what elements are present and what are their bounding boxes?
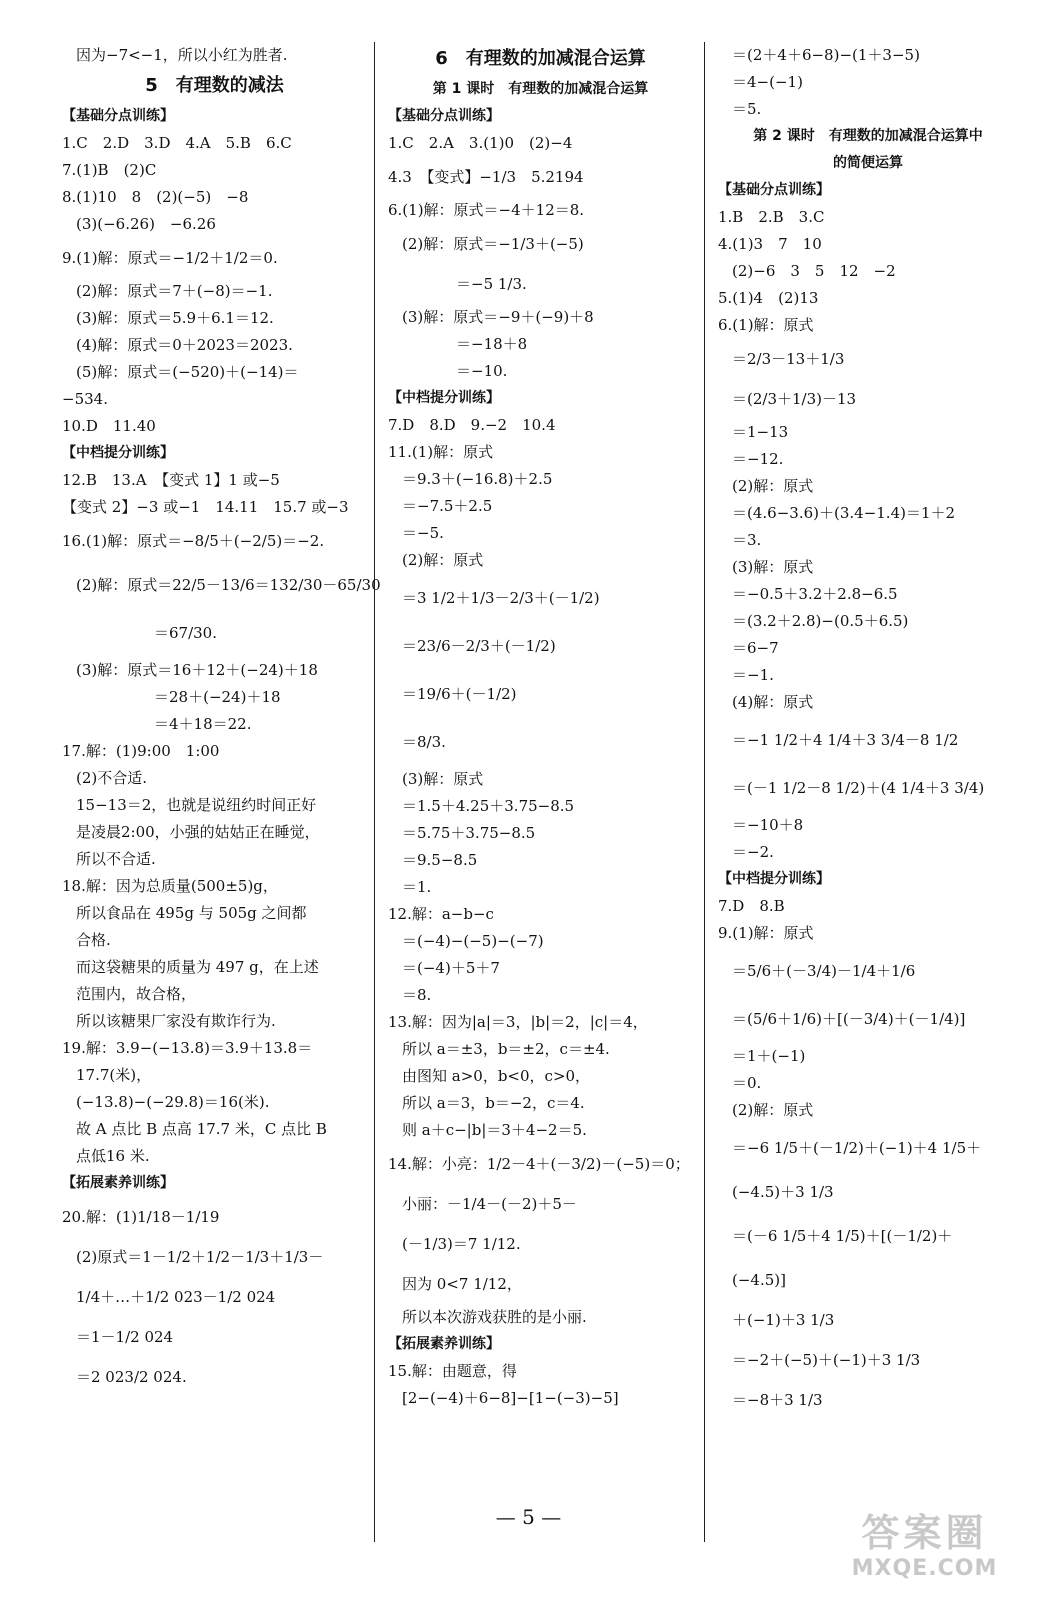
- answer-line: (3)(−6.26) −6.26: [76, 215, 216, 233]
- section-heading: 【中档提分训练】: [388, 390, 500, 406]
- answer-line: 10.D 11.40: [62, 417, 156, 435]
- answer-line: ＝−10＋8: [732, 816, 804, 834]
- answer-line: 7.D 8.D 9.−2 10.4: [388, 416, 556, 434]
- answer-line: 所以本次游戏获胜的是小丽.: [402, 1308, 587, 1326]
- answer-line: ＝−1.: [732, 666, 774, 684]
- answer-line: (4)解：原式＝0＋2023＝2023.: [76, 336, 293, 354]
- answer-line: 所以 a＝±3，b＝±2，c＝±4.: [402, 1040, 610, 1058]
- answer-line: (2)解：原式: [732, 1101, 814, 1119]
- answer-line: ＝−2.: [732, 843, 774, 861]
- section-heading: 【拓展素养训练】: [62, 1175, 174, 1191]
- column-3: [718, 42, 1018, 1420]
- answer-line: (−4.5)＋3 1/3: [732, 1183, 834, 1201]
- answer-line: ＝−0.5＋3.2＋2.8−6.5: [732, 585, 898, 603]
- answer-line: ＝4−(−1): [732, 73, 803, 91]
- answer-line: 由图知 a>0，b<0，c>0，: [402, 1067, 591, 1085]
- answer-line: ＝−5 1/3.: [456, 275, 527, 293]
- answer-line: 9.(1)解：原式＝−1/2＋1/2＝0.: [62, 249, 278, 267]
- answer-line: 15.解：由题意，得: [388, 1362, 517, 1380]
- answer-line: 15−13＝2，也就是说纽约时间正好: [76, 796, 317, 814]
- answer-line: ＝(5/6＋1/6)＋[(－3/4)＋(－1/4)]: [732, 1010, 966, 1028]
- column-divider-1: [374, 42, 375, 1542]
- answer-line: ＝(−4)−(−5)−(−7): [402, 932, 544, 950]
- answer-line: 16.(1)解：原式＝−8/5＋(−2/5)＝−2.: [62, 532, 325, 550]
- answer-line: 12.解：a−b−c: [388, 905, 494, 923]
- column-1: [62, 42, 381, 1397]
- column-divider-2: [704, 42, 705, 1542]
- answer-line: ＝3.: [732, 531, 762, 549]
- answer-line: 9.(1)解：原式: [718, 924, 814, 942]
- answer-line: 19.解：3.9−(−13.8)＝3.9＋13.8＝: [62, 1039, 313, 1057]
- answer-line: 4.(1)3 7 10: [718, 235, 822, 253]
- answer-line: 小丽：－1/4－(－2)＋5－: [402, 1195, 577, 1213]
- answer-line: (2)解：原式: [402, 551, 484, 569]
- answer-line: ＝19/6＋(－1/2): [402, 685, 517, 703]
- answer-line: ＝1－1/2 024: [76, 1328, 174, 1346]
- answer-line: (2)不合适.: [76, 769, 148, 787]
- answer-line: (2)解：原式＝22/5－13/6＝132/30－65/30: [76, 576, 381, 594]
- answer-line: 范围内，故合格，: [76, 985, 197, 1003]
- answer-line: ＝1.5＋4.25＋3.75−8.5: [402, 797, 575, 815]
- answer-line: (−4.5)]: [732, 1271, 786, 1289]
- column-2: [388, 42, 693, 1412]
- answer-line: ＝−18＋8: [456, 335, 528, 353]
- answer-line: 1/4＋…＋1/2 023－1/2 024: [76, 1288, 276, 1306]
- section-heading: 【中档提分训练】: [718, 871, 830, 887]
- answer-line: (−13.8)−(−29.8)＝16(米).: [76, 1093, 270, 1111]
- watermark-logo: [822, 1510, 1027, 1590]
- answer-line: ＝5/6＋(－3/4)－1/4＋1/6: [732, 962, 916, 980]
- answer-line: 7.(1)B (2)C: [62, 161, 157, 179]
- section-heading: 【基础分点训练】: [718, 182, 830, 198]
- answer-line: 4.3 【变式】−1/3 5.2194: [388, 168, 584, 186]
- answer-line: ＝67/30.: [154, 624, 217, 642]
- answer-line: ＝28＋(−24)＋18: [154, 688, 281, 706]
- answer-line: ＝−8＋3 1/3: [732, 1391, 823, 1409]
- answer-line: 【变式 2】−3 或−1 14.11 15.7 或−3: [62, 498, 349, 516]
- answer-line: (3)解：原式＝16＋12＋(−24)＋18: [76, 661, 318, 679]
- answer-line: 故 A 点比 B 点高 17.7 米，C 点比 B: [76, 1120, 327, 1138]
- answer-line: (2)−6 3 5 12 −2: [732, 262, 896, 280]
- answer-line: 所以食品在 495g 与 505g 之间都: [76, 904, 307, 922]
- section-heading: 【基础分点训练】: [388, 108, 500, 124]
- answer-line: ＝9.5−8.5: [402, 851, 478, 869]
- answer-line: ＝(4.6−3.6)＋(3.4−1.4)＝1＋2: [732, 504, 956, 522]
- answer-line: 5.(1)4 (2)13: [718, 289, 819, 307]
- answer-line: (5)解：原式＝(−520)＋(−14)＝: [76, 363, 299, 381]
- answer-line: 1.C 2.D 3.D 4.A 5.B 6.C: [62, 134, 292, 152]
- answer-line: ＝23/6－2/3＋(－1/2): [402, 637, 556, 655]
- answer-line: ＝−6 1/5＋(－1/2)＋(−1)＋4 1/5＋: [732, 1139, 982, 1157]
- answer-line: 7.D 8.B: [718, 897, 785, 915]
- answer-line: 而这袋糖果的质量为 497 g，在上述: [76, 958, 319, 976]
- answer-line: [2−(−4)＋6−8]−[1−(−3)−5]: [402, 1389, 619, 1407]
- answer-line: 6.(1)解：原式: [718, 316, 814, 334]
- answer-line: ＝1.: [402, 878, 432, 896]
- answer-line: ＋(−1)＋3 1/3: [732, 1311, 835, 1329]
- answer-line: ＝−10.: [456, 362, 508, 380]
- answer-line: (3)解：原式＝5.9＋6.1＝12.: [76, 309, 274, 327]
- answer-line: ＝8/3.: [402, 733, 446, 751]
- answer-line: 6.(1)解：原式＝−4＋12＝8.: [388, 201, 585, 219]
- answer-line: ＝2 023/2 024.: [76, 1368, 187, 1386]
- answer-line: 所以 a＝3，b＝−2，c＝4.: [402, 1094, 585, 1112]
- answer-line: ＝(2＋4＋6−8)−(1＋3−5): [732, 46, 920, 64]
- answer-line: 合格.: [76, 931, 111, 949]
- answer-line: ＝(2/3＋1/3)－13: [732, 390, 857, 408]
- answer-line: ＝3 1/2＋1/3－2/3＋(－1/2): [402, 589, 600, 607]
- answer-line: (3)解：原式＝−9＋(−9)＋8: [402, 308, 594, 326]
- answer-line: ＝0.: [732, 1074, 762, 1092]
- section-title: 6 有理数的加减混合运算: [435, 48, 646, 69]
- answer-line: ＝(－6 1/5＋4 1/5)＋[(－1/2)＋: [732, 1227, 953, 1245]
- answer-line: 8.(1)10 8 (2)(−5) −8: [62, 188, 249, 206]
- section-heading: 【拓展素养训练】: [388, 1336, 500, 1352]
- answer-line: 12.B 13.A 【变式 1】1 或−5: [62, 471, 280, 489]
- answer-line: (3)解：原式: [402, 770, 484, 788]
- answer-line: (2)解：原式: [732, 477, 814, 495]
- section-heading: 【中档提分训练】: [62, 445, 174, 461]
- text-line: 因为−7<−1，所以小红为胜者.: [76, 46, 288, 64]
- answer-line: 是凌晨2:00，小强的姑姑正在睡觉，: [76, 823, 320, 841]
- answer-line: ＝5.: [732, 100, 762, 118]
- answer-line: (2)解：原式＝−1/3＋(−5): [402, 235, 584, 253]
- answer-line: (－1/3)＝7 1/12.: [402, 1235, 521, 1253]
- answer-line: ＝(－1 1/2－8 1/2)＋(4 1/4＋3 3/4): [732, 779, 985, 797]
- section-title: 5 有理数的减法: [145, 75, 284, 96]
- answer-line: 因为 0<7 1/12，: [402, 1275, 522, 1293]
- answer-line: 17.解：(1)9:00 1:00: [62, 742, 220, 760]
- answer-line: ＝1−13: [732, 423, 789, 441]
- answer-line: ＝−2＋(−5)＋(−1)＋3 1/3: [732, 1351, 921, 1369]
- section-heading: 【基础分点训练】: [62, 108, 174, 124]
- answer-line: ＝4＋18＝22.: [154, 715, 252, 733]
- answer-line: 则 a＋c−|b|＝3＋4−2＝5.: [402, 1121, 587, 1139]
- answer-line: ＝−5.: [402, 524, 444, 542]
- answer-line: −534.: [62, 390, 108, 408]
- answer-line: ＝−1 1/2＋4 1/4＋3 3/4－8 1/2: [732, 731, 959, 749]
- answer-line: 1.B 2.B 3.C: [718, 208, 825, 226]
- answer-line: ＝−12.: [732, 450, 784, 468]
- answer-line: (2)解：原式＝7＋(−8)＝−1.: [76, 282, 273, 300]
- answer-line: 点低16 米.: [76, 1147, 150, 1165]
- answer-line: (3)解：原式: [732, 558, 814, 576]
- lesson-title: 第 1 课时 有理数的加减混合运算: [432, 81, 649, 97]
- answer-line: 20.解：(1)1/18－1/19: [62, 1208, 220, 1226]
- answer-line: 14.解：小亮：1/2－4＋(－3/2)－(−5)＝0；: [388, 1155, 690, 1173]
- answer-line: ＝1＋(−1): [732, 1047, 806, 1065]
- answer-line: ＝9.3＋(−16.8)＋2.5: [402, 470, 553, 488]
- answer-line: 所以该糖果厂家没有欺诈行为.: [76, 1012, 276, 1030]
- lesson-title: 第 2 课时 有理数的加减混合运算中: [753, 128, 983, 144]
- answer-line: ＝(3.2＋2.8)−(0.5＋6.5): [732, 612, 909, 630]
- lesson-title: 的简便运算: [833, 155, 903, 171]
- answer-line: ＝6−7: [732, 639, 779, 657]
- answer-line: 17.7(米)，: [76, 1066, 152, 1084]
- answer-line: (2)原式＝1－1/2＋1/2－1/3＋1/3－: [76, 1248, 324, 1266]
- answer-line: 13.解：因为|a|＝3，|b|＝2，|c|＝4，: [388, 1013, 648, 1031]
- page-number: — 5 —: [495, 1505, 562, 1529]
- watermark-bottom: MXQE.COM: [851, 1556, 998, 1581]
- answer-line: ＝(−4)＋5＋7: [402, 959, 500, 977]
- answer-line: 1.C 2.A 3.(1)0 (2)−4: [388, 134, 573, 152]
- watermark-top: 答案圈: [861, 1511, 988, 1555]
- answer-line: ＝−7.5＋2.5: [402, 497, 493, 515]
- answer-line: (4)解：原式: [732, 693, 814, 711]
- answer-line: ＝8.: [402, 986, 432, 1004]
- answer-line: ＝2/3－13＋1/3: [732, 350, 845, 368]
- answer-line: ＝5.75＋3.75−8.5: [402, 824, 536, 842]
- answer-line: 所以不合适.: [76, 850, 156, 868]
- answer-line: 18.解：因为总质量(500±5)g，: [62, 877, 278, 895]
- answer-line: 11.(1)解：原式: [388, 443, 494, 461]
